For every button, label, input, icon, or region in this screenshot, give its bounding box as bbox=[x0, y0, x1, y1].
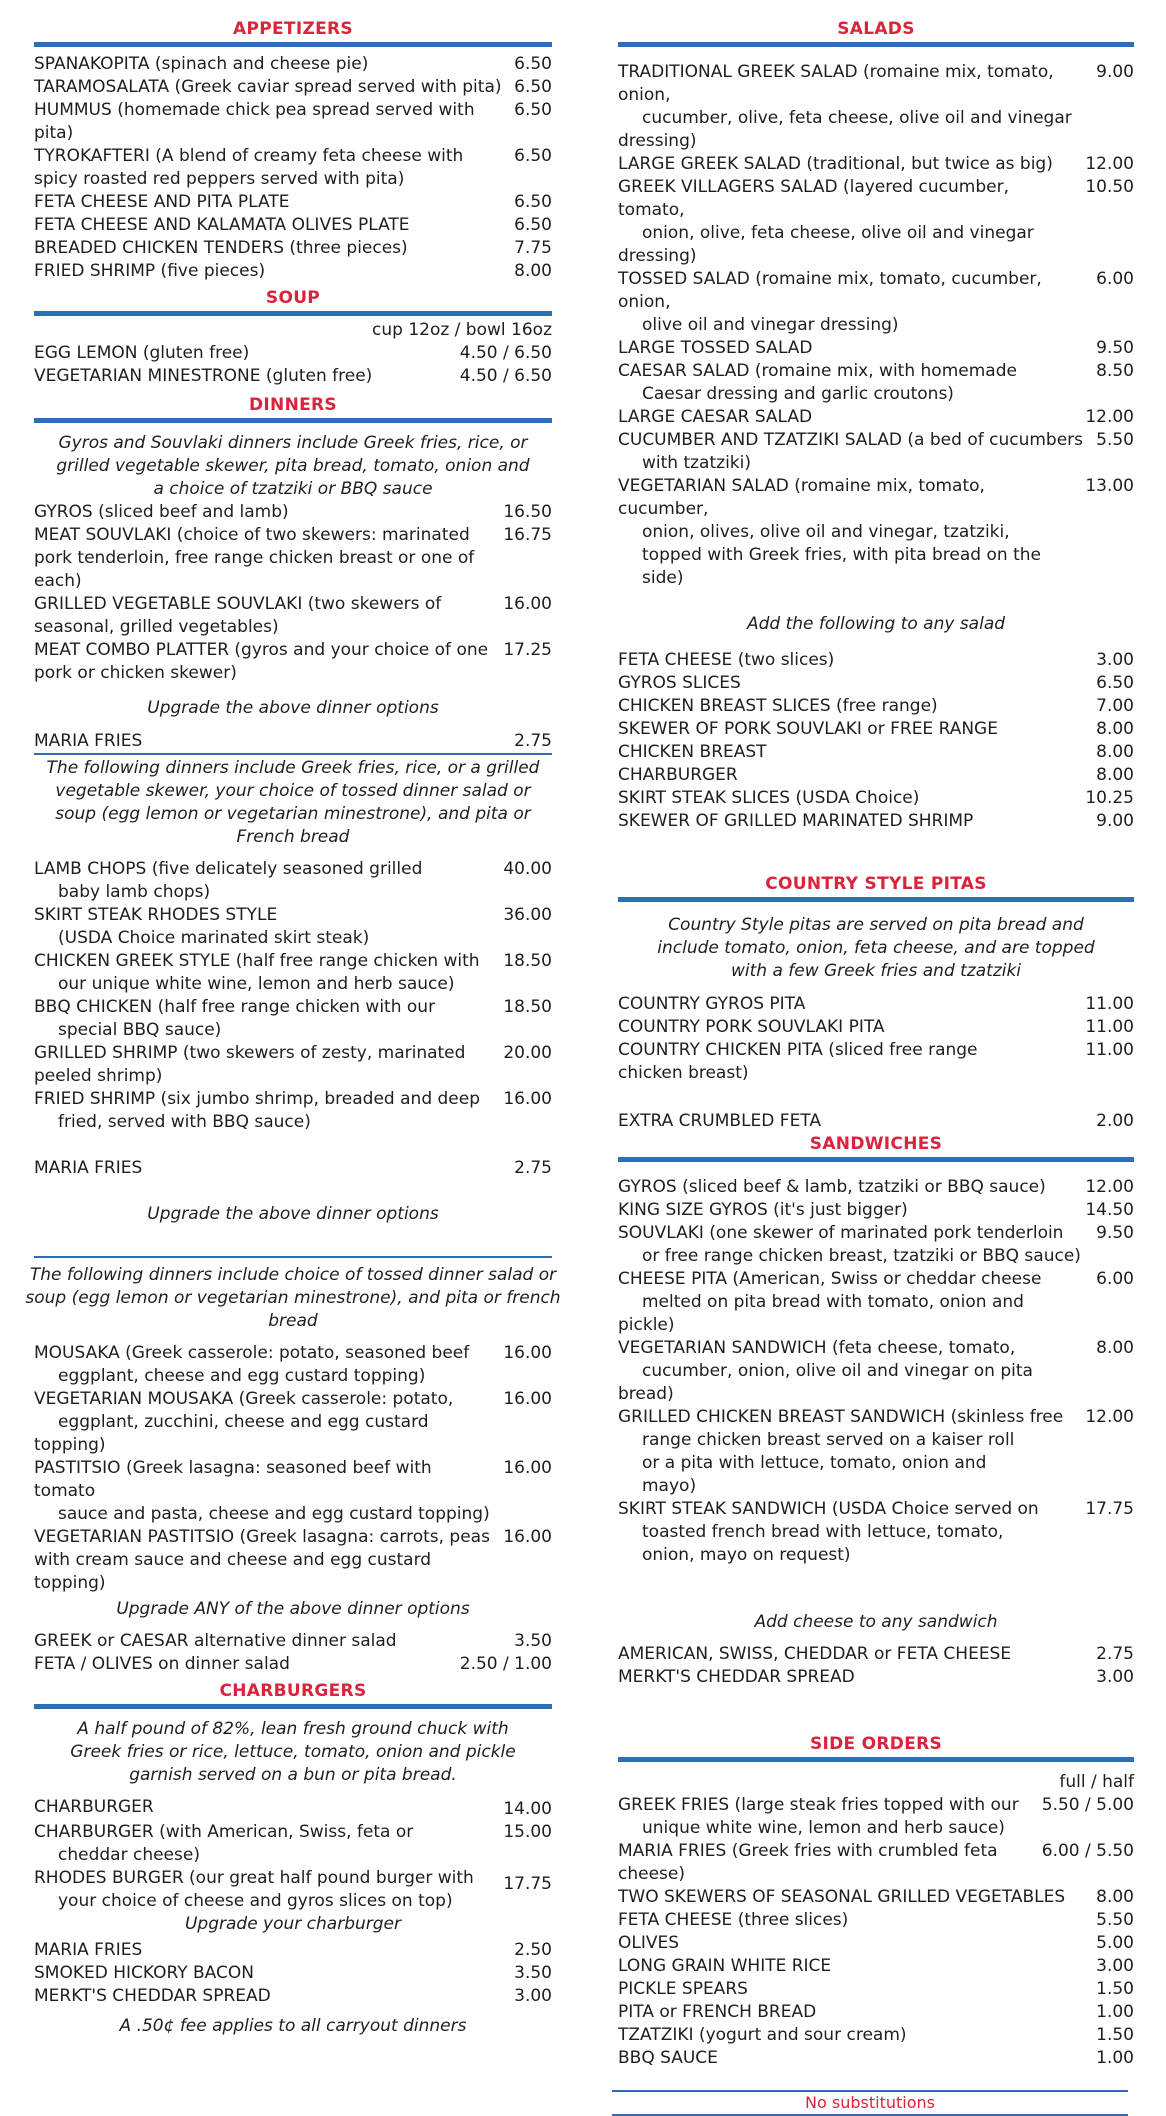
menu-item: PASTITSIO (Greek lasagna: seasoned beef with tomato sauce and pasta, cheese and egg custard topping) 16.00 bbox=[34, 1458, 552, 1524]
menu-item: FETA / OLIVES on dinner salad 2.50 / 1.00 bbox=[34, 1654, 552, 1674]
dinners-note-2: The following dinners include Greek fries, rice, or a grilled vegetable skewer, your choice of tossed dinner salad or soup (egg lemon or vegetarian minestrone), and pita or French bread bbox=[46, 758, 540, 847]
menu-item: COUNTRY CHICKEN PITA (sliced free range chicken breast) 11.00 bbox=[618, 1040, 1134, 1083]
menu-item: AMERICAN, SWISS, CHEDDAR or FETA CHEESE 2.75 bbox=[618, 1644, 1134, 1664]
menu-item: GREEK FRIES (large steak fries topped with our unique white wine, lemon and herb sauce) 5.50 / 5.00 bbox=[618, 1795, 1134, 1838]
menu-item: VEGETARIAN SANDWICH (feta cheese, tomato, cucumber, onion, olive oil and vinegar on pita bread) 8.00 bbox=[618, 1338, 1134, 1404]
menu-item: CHICKEN GREEK STYLE (half free range chicken with our unique white wine, lemon and herb sauce) 18.50 bbox=[34, 951, 552, 994]
menu-item: MARIA FRIES (Greek fries with crumbled feta cheese) 6.00 / 5.50 bbox=[618, 1841, 1134, 1884]
sandwiches-heading: SANDWICHES bbox=[618, 1133, 1134, 1162]
sides-sizes: full / half bbox=[1059, 1772, 1134, 1792]
dinners-upgrade-1: Upgrade the above dinner options bbox=[147, 698, 439, 718]
menu-item: OLIVES 5.00 bbox=[618, 1933, 1134, 1953]
menu-item: FRIED SHRIMP (six jumbo shrimp, breaded and deep fried, served with BBQ sauce) 16.00 bbox=[34, 1089, 552, 1132]
soup-section bbox=[34, 287, 552, 388]
menu-item: FETA CHEESE (two slices) 3.00 bbox=[618, 650, 1134, 670]
menu-item: FETA CHEESE AND KALAMATA OLIVES PLATE 6.50 bbox=[34, 215, 552, 235]
dinners-note-3: The following dinners include choice of tossed dinner salad or soup (egg lemon or vegetarian minestrone), and pita or french bread bbox=[25, 1265, 561, 1331]
menu-item: CHARBURGER (with American, Swiss, feta or cheddar cheese) 15.00 bbox=[34, 1822, 552, 1865]
menu-item: VEGETARIAN PASTITSIO (Greek lasagna: carrots, peas with cream sauce and cheese and egg custard topping) 16.00 bbox=[34, 1527, 552, 1593]
menu-item: GRILLED VEGETABLE SOUVLAKI (two skewers of seasonal, grilled vegetables) 16.00 bbox=[34, 594, 552, 637]
menu-item: MARIA FRIES 2.75 bbox=[34, 731, 552, 751]
menu-item: PITA or FRENCH BREAD 1.00 bbox=[618, 2002, 1134, 2022]
menu-item: TOSSED SALAD (romaine mix, tomato, cucumber, onion, olive oil and vinegar dressing) 6.00 bbox=[618, 269, 1134, 335]
menu-item: VEGETARIAN MOUSAKA (Greek casserole: potato, eggplant, zucchini, cheese and egg custard topping) 16.00 bbox=[34, 1389, 552, 1455]
menu-item: SKIRT STEAK SLICES (USDA Choice) 10.25 bbox=[618, 788, 1134, 808]
salad-addon-note: Add the following to any salad bbox=[746, 614, 1006, 634]
menu-item: GYROS (sliced beef and lamb) 16.50 bbox=[34, 502, 552, 522]
menu-item: MERKT'S CHEDDAR SPREAD 3.00 bbox=[618, 1667, 1134, 1687]
dinners-note-1: Gyros and Souvlaki dinners include Greek fries, rice, or grilled vegetable skewer, pita bread, tomato, onion and a choice of tzatziki or BBQ sauce bbox=[56, 433, 530, 499]
menu-item: MOUSAKA (Greek casserole: potato, seasoned beef eggplant, cheese and egg custard topping) 16.00 bbox=[34, 1343, 552, 1386]
menu-item: CHICKEN BREAST 8.00 bbox=[618, 742, 1134, 762]
charburgers-heading: CHARBURGERS bbox=[34, 1680, 552, 1709]
charburgers-upgrade: Upgrade your charburger bbox=[184, 1914, 402, 1934]
menu-item: SKIRT STEAK RHODES STYLE (USDA Choice marinated skirt steak) 36.00 bbox=[34, 905, 552, 948]
menu-item: GREEK or CAESAR alternative dinner salad 3.50 bbox=[34, 1631, 552, 1651]
menu-item: FETA CHEESE (three slices) 5.50 bbox=[618, 1910, 1134, 1930]
menu-item: CAESAR SALAD (romaine mix, with homemade Caesar dressing and garlic croutons) 8.50 bbox=[618, 361, 1134, 404]
left-column bbox=[25, 0, 561, 2038]
menu-item: VEGETARIAN MINESTRONE (gluten free) 4.50 / 6.50 bbox=[34, 366, 552, 386]
dinners-heading: DINNERS bbox=[34, 394, 552, 423]
menu-item: LARGE CAESAR SALAD 12.00 bbox=[618, 407, 1134, 427]
salads-heading: SALADS bbox=[618, 18, 1134, 47]
menu-item: SOUVLAKI (one skewer of marinated pork tenderloin or free range chicken breast, tzatziki or BBQ sauce) 9.50 bbox=[618, 1223, 1134, 1266]
menu-item: KING SIZE GYROS (it's just bigger) 14.50 bbox=[618, 1200, 1134, 1220]
menu-item: VEGETARIAN SALAD (romaine mix, tomato, cucumber, onion, olives, olive oil and vinegar, tzatziki, topped with Greek fries, with pita bread on the side) 13.00 bbox=[618, 476, 1134, 588]
menu-item: FRIED SHRIMP (five pieces) 8.00 bbox=[34, 261, 552, 281]
menu-item: EGG LEMON (gluten free) 4.50 / 6.50 bbox=[34, 343, 552, 363]
menu-item: CUCUMBER AND TZATZIKI SALAD (a bed of cucumbers with tzatziki) 5.50 bbox=[618, 430, 1134, 473]
menu-item: GYROS SLICES 6.50 bbox=[618, 673, 1134, 693]
sandwich-cheese-note: Add cheese to any sandwich bbox=[754, 1612, 998, 1632]
sides-section bbox=[618, 1733, 1134, 2116]
menu-item: RHODES BURGER (our great half pound burger with your choice of cheese and gyros slices on top) 17.75 bbox=[34, 1868, 552, 1911]
menu-item: CHARBURGER 14.00 bbox=[34, 1797, 552, 1819]
menu-item: TRADITIONAL GREEK SALAD (romaine mix, tomato, onion, cucumber, olive, feta cheese, olive oil and vinegar dressing) 9.00 bbox=[618, 62, 1134, 151]
menu-item: CHICKEN BREAST SLICES (free range) 7.00 bbox=[618, 696, 1134, 716]
menu-item: FETA CHEESE AND PITA PLATE 6.50 bbox=[34, 192, 552, 212]
appetizers-heading: APPETIZERS bbox=[34, 18, 552, 47]
menu-item: LARGE GREEK SALAD (traditional, but twice as big) 12.00 bbox=[618, 154, 1134, 174]
pitas-note: Country Style pitas are served on pita bread and include tomato, onion, feta cheese, and are topped with a few Greek fries and tzatziki bbox=[657, 915, 1095, 981]
charburgers-note: A half pound of 82%, lean fresh ground chuck with Greek fries or rice, lettuce, tomato, onion and pickle garnish served on a bun or pita bread. bbox=[70, 1719, 516, 1785]
menu-item: BREADED CHICKEN TENDERS (three pieces) 7.75 bbox=[34, 238, 552, 258]
dinners-upgrade-2: Upgrade the above dinner options bbox=[147, 1204, 439, 1224]
salads-section bbox=[618, 18, 1134, 833]
soup-heading: SOUP bbox=[34, 287, 552, 316]
menu-item: MEAT COMBO PLATTER (gyros and your choice of one pork or chicken skewer) 17.25 bbox=[34, 640, 552, 683]
menu-item: MARIA FRIES 2.75 bbox=[34, 1158, 552, 1178]
charburgers-section bbox=[34, 1680, 552, 2038]
menu-item: MERKT'S CHEDDAR SPREAD 3.00 bbox=[34, 1986, 552, 2006]
dinners-upgrade-3: Upgrade ANY of the above dinner options bbox=[116, 1599, 470, 1619]
menu-item: PICKLE SPEARS 1.50 bbox=[618, 1979, 1134, 1999]
pitas-section bbox=[618, 873, 1134, 1133]
sandwiches-section bbox=[618, 1133, 1134, 1689]
divider bbox=[34, 753, 552, 755]
menu-item: BBQ SAUCE 1.00 bbox=[618, 2048, 1134, 2068]
pitas-heading: COUNTRY STYLE PITAS bbox=[618, 873, 1134, 902]
menu-item: COUNTRY GYROS PITA 11.00 bbox=[618, 994, 1134, 1014]
menu-item: GYROS (sliced beef & lamb, tzatziki or BBQ sauce) 12.00 bbox=[618, 1177, 1134, 1197]
divider bbox=[34, 1256, 552, 1258]
menu-item: TWO SKEWERS OF SEASONAL GRILLED VEGETABLES 8.00 bbox=[618, 1887, 1134, 1907]
menu-item: COUNTRY PORK SOUVLAKI PITA 11.00 bbox=[618, 1017, 1134, 1037]
menu-item: BBQ CHICKEN (half free range chicken with our special BBQ sauce) 18.50 bbox=[34, 997, 552, 1040]
no-substitutions-box bbox=[612, 2090, 1128, 2116]
menu-item: SKIRT STEAK SANDWICH (USDA Choice served on toasted french bread with lettuce, tomato, onion, mayo on request) 17.75 bbox=[618, 1499, 1134, 1565]
menu-item: CHARBURGER 8.00 bbox=[618, 765, 1134, 785]
menu-item: MARIA FRIES 2.50 bbox=[34, 1940, 552, 1960]
menu-item: TARAMOSALATA (Greek caviar spread served with pita) 6.50 bbox=[34, 77, 552, 97]
menu-item: GREEK VILLAGERS SALAD (layered cucumber, tomato, onion, olive, feta cheese, olive oil and vinegar dressing) 10.50 bbox=[618, 177, 1134, 266]
menu-item: GRILLED SHRIMP (two skewers of zesty, marinated peeled shrimp) 20.00 bbox=[34, 1043, 552, 1086]
menu-item: TYROKAFTERI (A blend of creamy feta cheese with spicy roasted red peppers served with pita) 6.50 bbox=[34, 146, 552, 189]
sides-heading: SIDE ORDERS bbox=[618, 1733, 1134, 1762]
soup-sizes: cup 12oz / bowl 16oz bbox=[372, 320, 552, 340]
menu-item: SPANAKOPITA (spinach and cheese pie) 6.50 bbox=[34, 54, 552, 74]
menu-item: MEAT SOUVLAKI (choice of two skewers: marinated pork tenderloin, free range chicken breast or one of each) 16.75 bbox=[34, 525, 552, 591]
appetizers-section bbox=[34, 18, 552, 283]
menu-item: GRILLED CHICKEN BREAST SANDWICH (skinless free range chicken breast served on a kaiser roll or a pita with lettuce, tomato, onion and mayo) 12.00 bbox=[618, 1407, 1134, 1496]
menu-item: HUMMUS (homemade chick pea spread served with pita) 6.50 bbox=[34, 100, 552, 143]
menu-item: LARGE TOSSED SALAD 9.50 bbox=[618, 338, 1134, 358]
no-substitutions-note: No substitutions bbox=[805, 2093, 935, 2112]
menu-item: LONG GRAIN WHITE RICE 3.00 bbox=[618, 1956, 1134, 1976]
right-column bbox=[618, 0, 1134, 2116]
menu-item: TZATZIKI (yogurt and sour cream) 1.50 bbox=[618, 2025, 1134, 2045]
menu-item: SKEWER OF PORK SOUVLAKI or FREE RANGE 8.00 bbox=[618, 719, 1134, 739]
menu-item: EXTRA CRUMBLED FETA 2.00 bbox=[618, 1111, 1134, 1131]
carryout-fee-note: A .50¢ fee applies to all carryout dinners bbox=[119, 2016, 467, 2036]
dinners-section bbox=[25, 394, 561, 1676]
menu-item: CHEESE PITA (American, Swiss or cheddar cheese melted on pita bread with tomato, onion and pickle) 6.00 bbox=[618, 1269, 1134, 1335]
menu-item: SKEWER OF GRILLED MARINATED SHRIMP 9.00 bbox=[618, 811, 1134, 831]
menu-item: LAMB CHOPS (five delicately seasoned grilled baby lamb chops) 40.00 bbox=[34, 859, 552, 902]
menu-item: SMOKED HICKORY BACON 3.50 bbox=[34, 1963, 552, 1983]
